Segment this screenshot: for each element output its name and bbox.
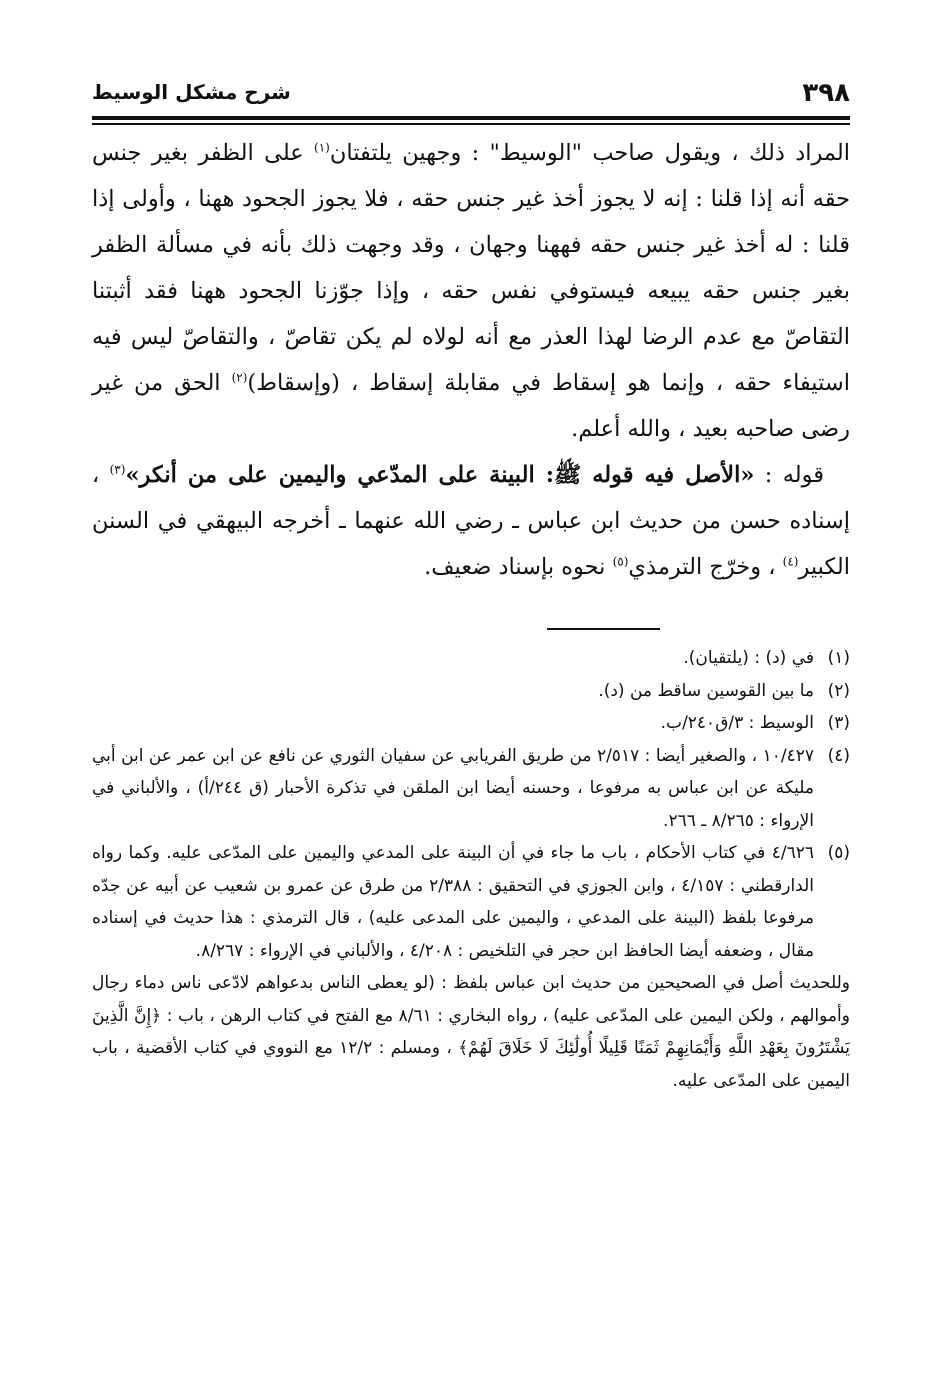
main-text: [92, 130, 850, 590]
paragraph-2-text-c: نحوه بإسناد ضعيف.: [424, 554, 613, 580]
footnote-1: [92, 642, 850, 675]
footnote-text: ٤/٦٢٦ في كتاب الأحكام ، باب ما جاء في أن البينة على المدعي واليمين على المدّعى عليه. وكما رواه الدارقطني : ٤/١٥٧ ، وابن الجوزي في التحقيق : ٢/٣٨٨ من طرق عن عمرو بن شعيب عن أبيه عن جدّه مرفوعا بلفظ (البينة على المدعي ، واليمين على المدعى عليه) ، قال الترمذي : هذا حديث في إسناده مقال ، وضعفه أيضا الحافظ ابن حجر في التلخيص : ٤/٢٠٨ ، والألباني في الإرواء : ٨/٢٦٧.: [92, 843, 814, 961]
paragraph-1-text-c: الحق من غير رضى صاحبه بعيد ، والله أعلم.: [92, 370, 850, 442]
footnote-text: ما بين القوسين ساقط من (د).: [598, 680, 814, 701]
page-header: [92, 78, 850, 118]
header-rule-thick: [92, 116, 850, 120]
footnote-separator: [547, 628, 660, 630]
paragraph-2-text-a: ، إسناده حسن من حديث ابن عباس ـ رضي الله عنهما ـ أخرجه البيهقي في السنن الكبير: [92, 462, 850, 580]
footnote-4: [92, 740, 850, 838]
header-rule-thin: [92, 123, 850, 125]
hadith-quote: «الأصل فيه قوله ﷺ: البينة على المدّعي واليمين على من أنكر»: [125, 462, 755, 488]
footnote-ref-3: (٣): [109, 462, 126, 477]
footnote-number: (٣): [827, 713, 850, 733]
footnote-number: (١): [827, 648, 850, 668]
footnote-number: (٢): [827, 680, 850, 701]
footnote-number: (٥): [827, 843, 850, 863]
footnote-ref-1: (١): [314, 140, 330, 155]
paragraph-2-text-b: ، وخرّج الترمذي: [628, 554, 783, 580]
footnote-ref-5: (٥): [612, 554, 629, 569]
footnotes: [92, 642, 850, 1097]
paragraph-1-text-a: المراد ذلك ، ويقول صاحب "الوسيط" : وجهين يلتفتان: [329, 140, 850, 166]
footnote-2: [92, 675, 850, 708]
footnote-5: [92, 837, 850, 967]
page-number: ٣٩٨: [802, 78, 850, 108]
paragraph-2: [92, 452, 850, 590]
footnote-ref-4: (٤): [782, 554, 799, 569]
footnote-3: [92, 707, 850, 740]
paragraph-1: [92, 130, 850, 452]
footnote-text: ١٠/٤٢٧ ، والصغير أيضا : ٢/٥١٧ من طريق الفريابي عن سفيان الثوري عن نافع عن ابن عمر عن ابن أبي مليكة عن ابن عباس به مرفوعا ، وحسنه أيضا ابن الملقن في تذكرة الأحبار (ق ٢٤٤/أ) ، والألباني في الإرواء : ٨/٢٦٥ ـ ٢٦٦.: [92, 745, 814, 831]
footnote-text: في (د) : (يلتقيان).: [683, 648, 814, 668]
footnote-ref-2: (٢): [231, 370, 248, 385]
footnote-continuation: وللحديث أصل في الصحيحين من حديث ابن عباس بلفظ : (لو يعطى الناس بدعواهم لادّعى ناس دماء رجال وأموالهم ، ولكن اليمين على المدّعى عليه) ، رواه البخاري : ٨/٦١ مع الفتح في كتاب الرهن ، باب : ﴿إِنَّ الَّذِينَ يَشْتَرُونَ بِعَهْدِ اللَّهِ وَأَيْمَانِهِمْ ثَمَنًا قَلِيلًا أُولَٰئِكَ لَا خَلَاقَ لَهُمْ﴾ ، ومسلم : ١٢/٢ مع النووي في كتاب الأقضية ، باب اليمين على المدّعى عليه.: [92, 973, 851, 1091]
paragraph-2-lead: قوله :: [754, 462, 824, 488]
footnote-text: الوسيط : ٣/ق٢٤٠/ب.: [660, 713, 814, 733]
footnote-number: (٤): [827, 745, 850, 766]
paragraph-1-text-b: على الظفر بغير جنس حقه أنه إذا قلنا : إنه لا يجوز أخذ غير جنس حقه ، فلا يجوز الجحود ههنا ، وأولى إذا قلنا : له أخذ غير جنس حقه فههنا وجهان ، وقد وجهت ذلك بأنه في مسألة الظفر بغير جنس حقه يبيعه فيستوفي نفس حقه ، وإذا جوّزنا الجحود ههنا فقد أثبتنا التقاصّ مع عدم الرضا لهذا العذر مع أنه لولاه لم يكن تقاصّ ، والتقاصّ ليس فيه استيفاء حقه ، وإنما هو إسقاط في مقابلة إسقاط ، (وإسقاط): [92, 140, 850, 396]
running-title: شرح مشكل الوسيط: [92, 80, 291, 104]
